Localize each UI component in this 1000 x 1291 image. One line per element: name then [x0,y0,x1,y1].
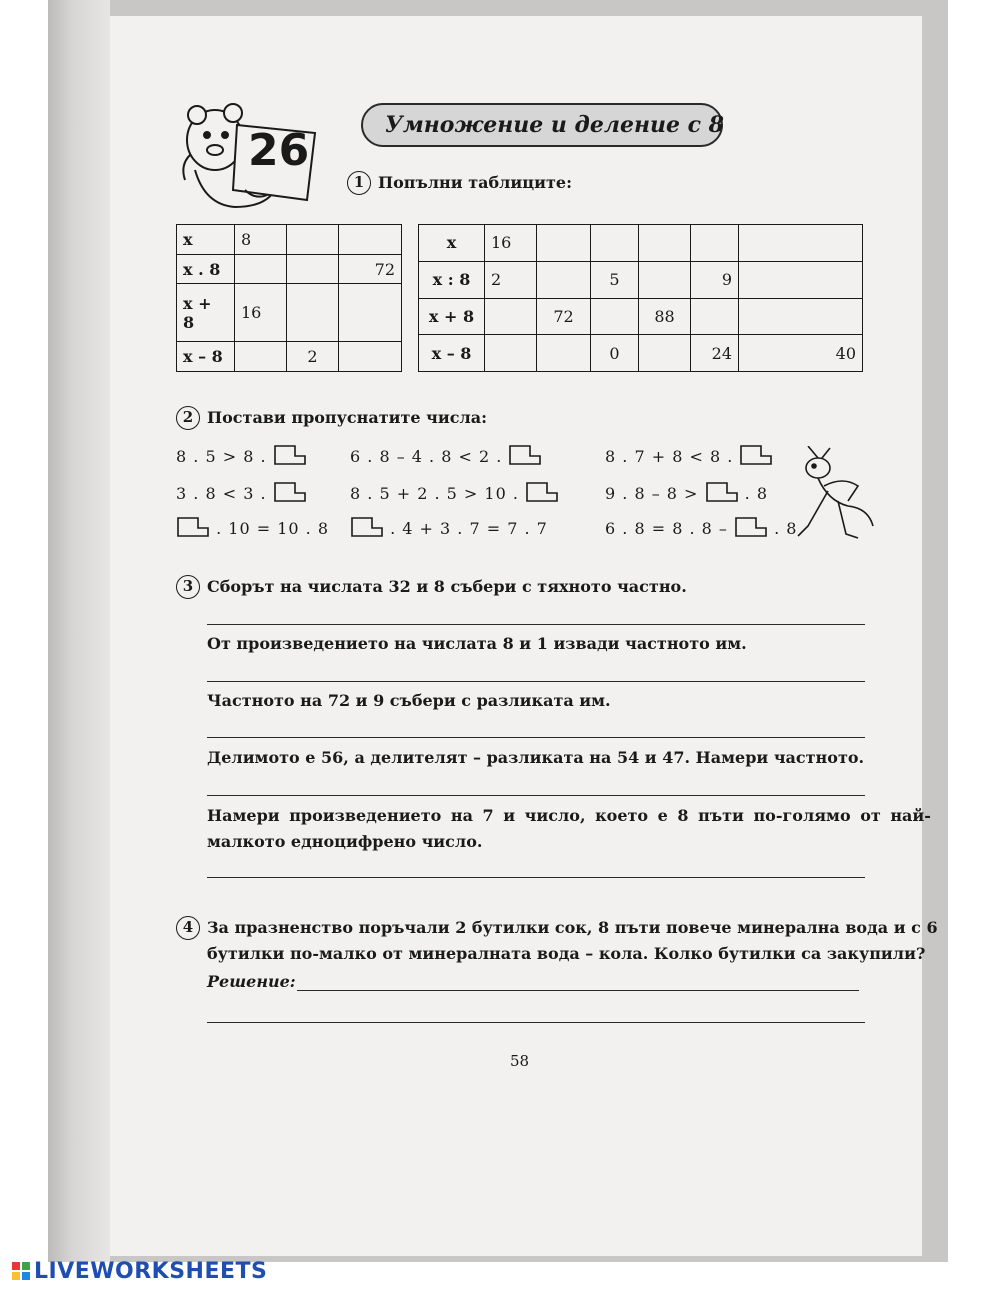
answer-box-icon[interactable] [508,444,542,466]
table-cell: 40 [739,335,863,372]
equation [176,481,307,503]
table-cell: 9 [691,261,739,298]
answer-box-icon[interactable] [350,516,384,538]
equation-text: 3 . 8 < 3 . [176,484,267,503]
answer-box-icon[interactable] [705,481,739,503]
table-cell: 2 [287,342,339,372]
equation-text: 8 . 7 + 8 < 8 . [605,447,734,466]
table-cell: 72 [537,298,591,335]
table-cell[interactable] [639,261,691,298]
table-cell: 2 [485,261,537,298]
equation-text: 9 . 8 – 8 > [605,484,699,503]
footer-brand[interactable]: LIVEWORKSHEETS [34,1259,268,1284]
table-cell[interactable] [537,225,591,262]
task-4-line: За празненство поръчали 2 бутилки сок, 8 пъти повече минерална вода и с 6 [207,918,938,937]
table-cell[interactable] [485,298,537,335]
answer-box-icon[interactable] [273,444,307,466]
answer-line[interactable] [207,877,865,878]
task-3-item: малкото едноцифрено число. [207,832,483,851]
table-row [419,298,863,335]
equation [176,444,307,466]
table-row [177,284,402,342]
equation-text: 8 . 5 + 2 . 5 > 10 . [350,484,519,503]
table-cell: 16 [485,225,537,262]
equation [605,516,797,538]
task-4-number: 4 [176,916,200,940]
table-cell[interactable] [691,225,739,262]
table-cell: x + 8 [177,284,235,342]
solution-label: Решение: [207,972,296,991]
equation [350,444,542,466]
table-cell[interactable] [739,298,863,335]
table-cell: 24 [691,335,739,372]
grasshopper-icon [788,446,878,541]
equation-text: . 4 + 3 . 7 = 7 . 7 [390,519,548,538]
task-1-number: 1 [347,171,371,195]
table-cell[interactable] [339,342,402,372]
page-title: Умножение и деление с 8 [385,112,724,138]
table-cell[interactable] [235,254,287,284]
table-cell[interactable] [639,225,691,262]
equation-text: . 8 [744,484,769,503]
lesson-number: 26 [248,125,310,176]
task-3-item: Сборът на числата 32 и 8 събери с тяхното частно. [207,577,687,596]
equation [605,481,768,503]
equation-text: 8 . 5 > 8 . [176,447,267,466]
table-cell: x [177,225,235,255]
equation [605,444,773,466]
table-cell: 88 [639,298,691,335]
table-cell: 72 [339,254,402,284]
answer-box-icon[interactable] [525,481,559,503]
equation [350,516,548,538]
table-cell[interactable] [537,261,591,298]
table-cell[interactable] [287,254,339,284]
equation-text: 6 . 8 = 8 . 8 – [605,519,728,538]
equation-text: 6 . 8 – 4 . 8 < 2 . [350,447,503,466]
task-3-item: Частното на 72 и 9 събери с разликата им. [207,691,611,710]
table-cell: x – 8 [419,335,485,372]
table-cell[interactable] [691,298,739,335]
task-2-instruction: Постави пропуснатите числа: [207,408,488,427]
table-cell: 5 [591,261,639,298]
task-3-item: Делимото е 56, а делителят – разликата на 54 и 47. Намери частното. [207,748,865,767]
table-cell[interactable] [339,225,402,255]
answer-line[interactable] [207,624,865,625]
table-cell[interactable] [739,225,863,262]
table-cell: x : 8 [419,261,485,298]
table-row [177,254,402,284]
table-cell[interactable] [485,335,537,372]
table-cell: x . 8 [177,254,235,284]
table-cell[interactable] [339,284,402,342]
task-1-instruction: Попълни таблиците: [378,173,572,192]
task-4-line: бутилки по-малко от минералната вода – кола. Колко бутилки са закупили? [207,944,926,963]
table-left [176,224,402,372]
table-row [177,342,402,372]
answer-box-icon[interactable] [734,516,768,538]
table-cell[interactable] [591,298,639,335]
table-cell[interactable] [639,335,691,372]
equation [350,481,559,503]
answer-box-icon[interactable] [176,516,210,538]
answer-line[interactable] [207,795,865,796]
answer-line[interactable] [207,1022,865,1023]
task-3-number: 3 [176,575,200,599]
liveworksheets-logo-icon [10,1258,32,1286]
table-row [419,225,863,262]
book-page-edge [48,0,110,1262]
table-row [419,335,863,372]
table-row [177,225,402,255]
table-row [419,261,863,298]
answer-line[interactable] [207,737,865,738]
table-cell: 8 [235,225,287,255]
page-number: 58 [510,1052,530,1070]
equation-text: . 8 [774,519,798,538]
task-3-item: От произведението на числата 8 и 1 извади частното им. [207,634,747,653]
answer-box-icon[interactable] [273,481,307,503]
table-cell[interactable] [287,225,339,255]
answer-line[interactable] [207,681,865,682]
table-cell: x [419,225,485,262]
table-cell[interactable] [591,225,639,262]
table-cell: x – 8 [177,342,235,372]
table-right [418,224,863,372]
task-2-number: 2 [176,406,200,430]
table-cell: 16 [235,284,287,342]
table-cell[interactable] [235,342,287,372]
table-cell[interactable] [537,335,591,372]
equation [176,516,329,538]
table-cell[interactable] [739,261,863,298]
table-cell: x + 8 [419,298,485,335]
table-cell[interactable] [287,284,339,342]
answer-line[interactable] [297,990,859,991]
task-3-item: Намери произведението на 7 и число, което е 8 пъти по-голямо от най- [207,806,931,825]
table-cell: 0 [591,335,639,372]
answer-box-icon[interactable] [739,444,773,466]
equation-text: . 10 = 10 . 8 [216,519,329,538]
